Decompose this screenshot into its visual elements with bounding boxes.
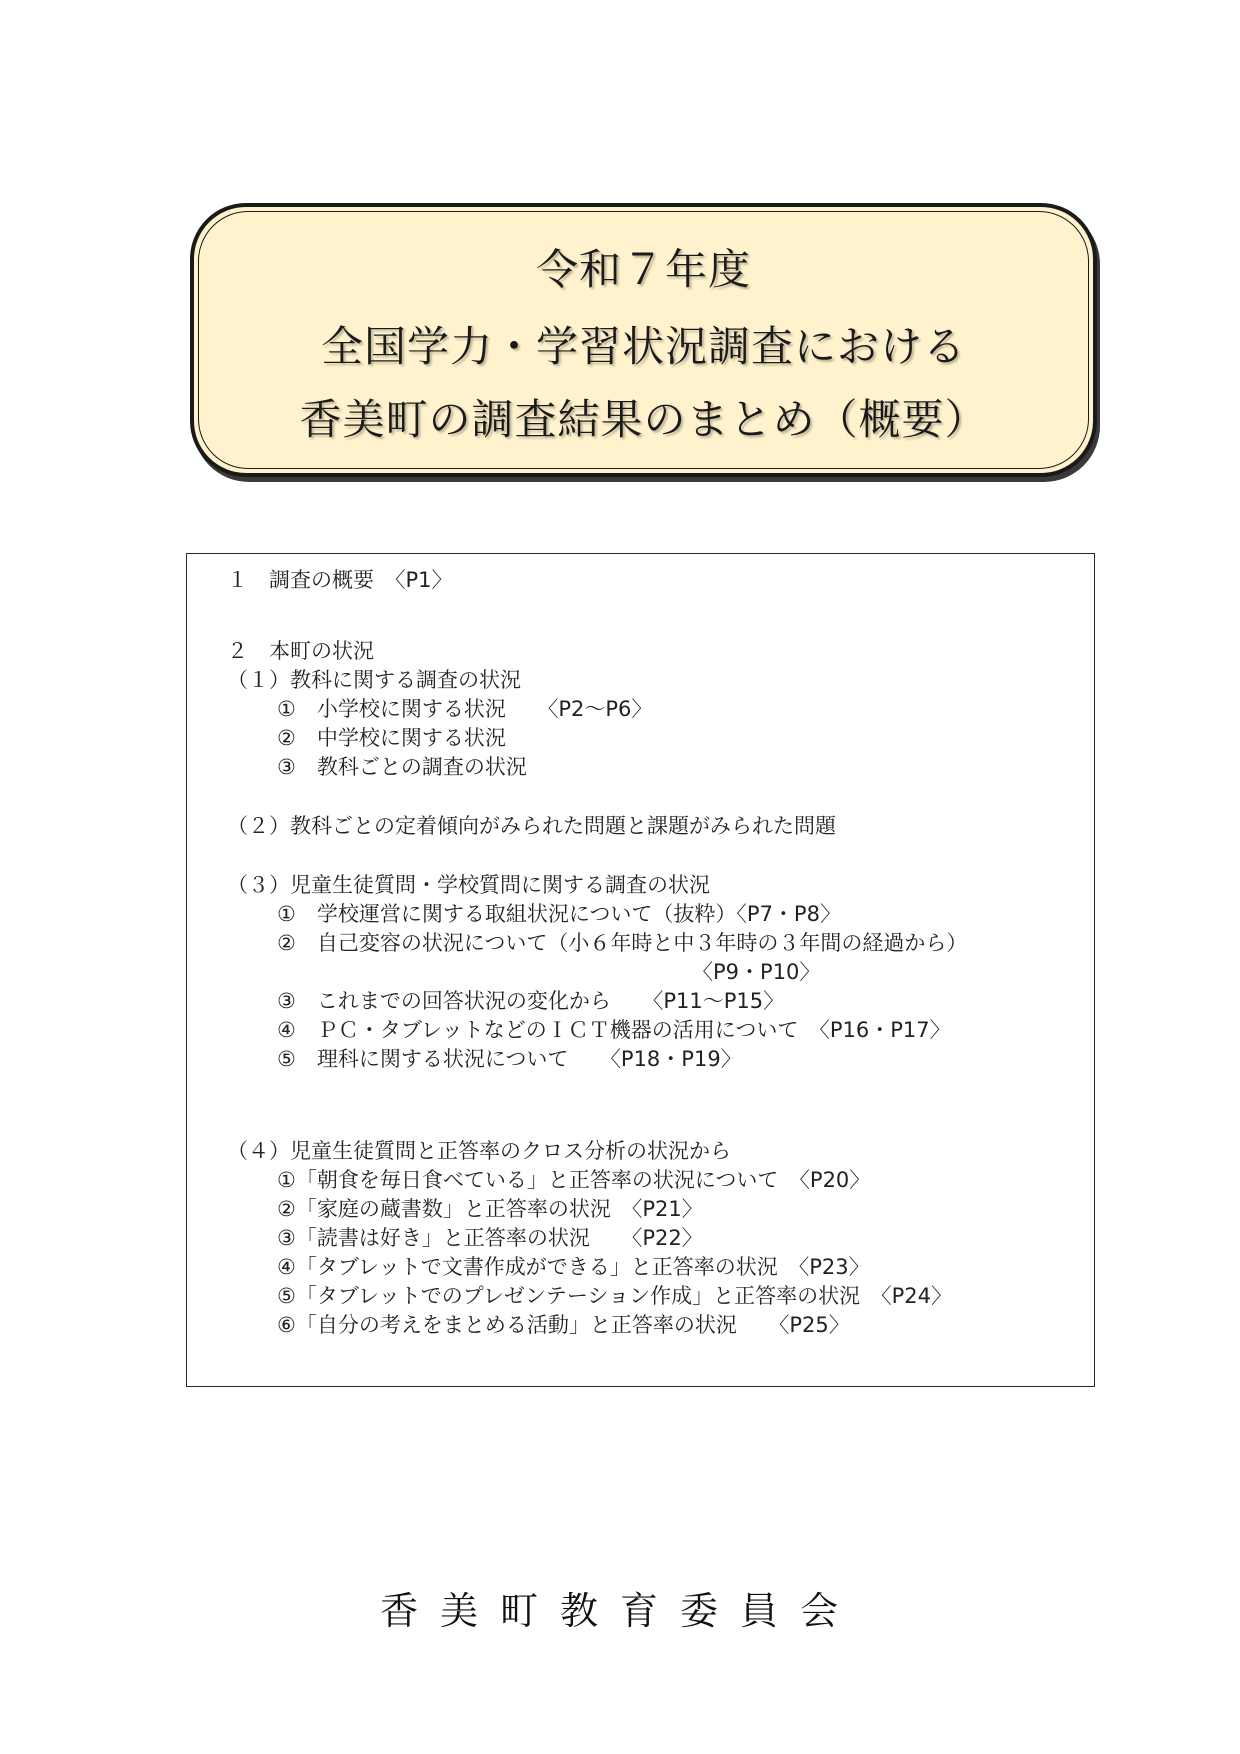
toc-item: ④「タブレットで文書作成ができる」と正答率の状況 〈P23〉 bbox=[277, 1255, 870, 1279]
toc-subsection-3: （３）児童生徒質問・学校質問に関する調査の状況 bbox=[227, 873, 710, 897]
title-box bbox=[190, 203, 1097, 477]
toc-item: ③ 教科ごとの調査の状況 bbox=[277, 755, 527, 779]
toc-section-2: ２ 本町の状況 bbox=[227, 639, 374, 663]
toc-item: ③ これまでの回答状況の変化から 〈P11〜P15〉 bbox=[277, 989, 785, 1013]
toc-item: ① 小学校に関する状況 〈P2〜P6〉 bbox=[277, 697, 653, 721]
toc-subsection-1: （１）教科に関する調査の状況 bbox=[227, 668, 521, 692]
toc-subsection-2: （２）教科ごとの定着傾向がみられた問題と課題がみられた問題 bbox=[227, 814, 836, 838]
toc-item: ① 学校運営に関する取組状況について（抜粋）〈P7・P8〉 bbox=[277, 902, 841, 926]
toc-item-page-ref: 〈P9・P10〉 bbox=[692, 960, 821, 984]
title-line-1: 令和７年度 bbox=[535, 245, 751, 294]
toc-item: ②「家庭の蔵書数」と正答率の状況 〈P21〉 bbox=[277, 1197, 703, 1221]
title-line-2: 全国学力・学習状況調査における bbox=[320, 322, 966, 371]
title-line-3: 香美町の調査結果のまとめ（概要） bbox=[299, 395, 988, 444]
publisher-name: 香美町教育委員会 bbox=[379, 1589, 860, 1633]
toc-item: ①「朝食を毎日食べている」と正答率の状況について 〈P20〉 bbox=[277, 1168, 871, 1192]
toc-item: ② 中学校に関する状況 bbox=[277, 726, 506, 750]
table-of-contents bbox=[186, 553, 1095, 1387]
toc-item: ⑤「タブレットでのプレゼンテーション作成」と正答率の状況 〈P24〉 bbox=[277, 1284, 952, 1308]
toc-subsection-4: （４）児童生徒質問と正答率のクロス分析の状況から bbox=[227, 1139, 731, 1163]
toc-item: ⑥「自分の考えをまとめる活動」と正答率の状況 〈P25〉 bbox=[277, 1313, 850, 1337]
toc-item: ② 自己変容の状況について（小６年時と中３年時の３年間の経過から） bbox=[277, 931, 968, 955]
toc-item: ③「読書は好き」と正答率の状況 〈P22〉 bbox=[277, 1226, 703, 1250]
toc-section-1: １ 調査の概要 〈P1〉 bbox=[227, 568, 453, 592]
toc-item: ⑤ 理科に関する状況について 〈P18・P19〉 bbox=[277, 1047, 742, 1071]
toc-item: ④ ＰＣ・タブレットなどのＩＣＴ機器の活用について 〈P16・P17〉 bbox=[277, 1018, 951, 1042]
